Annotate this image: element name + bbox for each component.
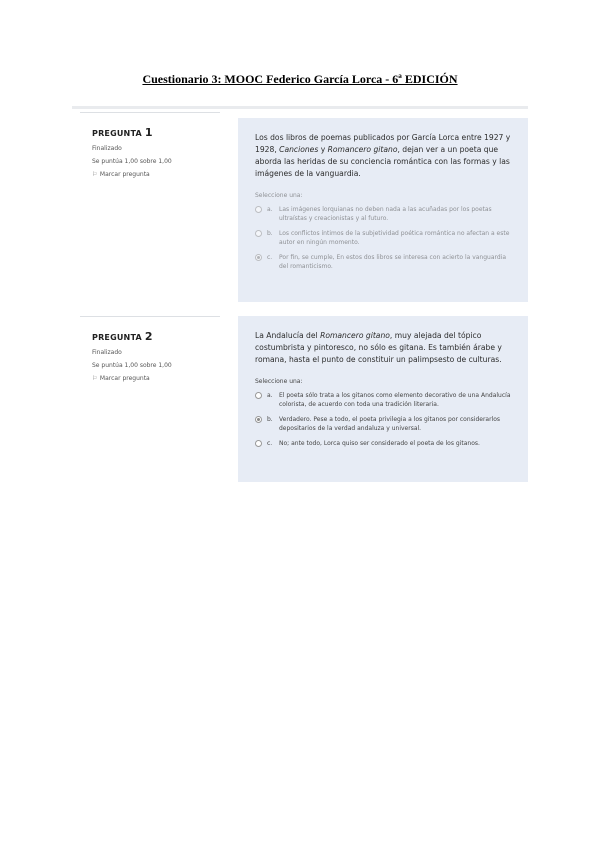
select-label: Seleccione una: [255, 192, 303, 199]
answer-option-b[interactable] [255, 415, 512, 433]
option-letter: b. [267, 416, 273, 423]
book-title: Canciones [279, 145, 319, 154]
document-title: Cuestionario 3: MOOC Federico García Lorca - 6ª EDICIÓN [142, 72, 458, 86]
radio-button[interactable] [255, 230, 262, 237]
option-letter: a. [267, 392, 273, 399]
flag-icon: ⚐ [92, 171, 98, 178]
answer-option-b[interactable] [255, 229, 512, 247]
radio-button[interactable] [255, 206, 262, 213]
question-2-score: Se puntúa 1,00 sobre 1,00 [92, 362, 172, 369]
option-letter: a. [267, 206, 273, 213]
flag-label: Marcar pregunta [99, 171, 150, 178]
header-divider [72, 106, 528, 109]
select-label: Seleccione una: [255, 378, 303, 385]
text-part: La Andalucía del [255, 331, 321, 340]
flag-icon: ⚐ [92, 375, 98, 382]
question-1-number [92, 126, 222, 139]
question-2-content [238, 316, 528, 482]
question-1-status: Finalizado [92, 145, 122, 152]
info-separator [80, 316, 220, 317]
radio-button-selected[interactable] [255, 416, 262, 423]
option-text: Los conflictos íntimos de la subjetividad poética romántica no afectan a este autor en ningún momento. [279, 230, 510, 246]
question-1-text [255, 132, 512, 180]
question-2-flag-link[interactable] [92, 375, 222, 382]
question-2-info [92, 330, 222, 382]
answer-option-a[interactable] [255, 391, 512, 409]
question-1-score: Se puntúa 1,00 sobre 1,00 [92, 158, 172, 165]
question-number: 1 [144, 126, 153, 139]
question-2-status: Finalizado [92, 349, 122, 356]
option-letter: c. [267, 440, 273, 447]
question-1-flag-link[interactable] [92, 171, 222, 178]
question-1-info [92, 126, 222, 178]
option-text: Verdadero. Pese a todo, el poeta privilegia a los gitanos por considerarlos depositarios de la verdad andaluza y universal. [279, 416, 501, 432]
option-text: Por fin, se cumple, En estos dos libros se interesa con acierto la vanguardia del romanticismo. [279, 254, 507, 270]
option-letter: b. [267, 230, 273, 237]
flag-label: Marcar pregunta [99, 375, 150, 382]
option-letter: c. [267, 254, 273, 261]
option-text: No; ante todo, Lorca quiso ser considerado el poeta de los gitanos. [279, 440, 480, 447]
book-title: Romancero gitano [320, 331, 390, 340]
radio-button-selected[interactable] [255, 254, 262, 261]
option-text: Las imágenes lorquianas no deben nada a las acuñadas por los poetas ultraístas y creacionistas y al futuro. [279, 206, 492, 222]
question-1-content [238, 118, 528, 302]
info-separator [80, 112, 220, 113]
answer-option-c[interactable] [255, 439, 512, 448]
text-part: Los dos libros de poemas publicados por García Lorca entre 1927 y 1928, [255, 133, 511, 154]
answer-option-a[interactable] [255, 205, 512, 223]
question-label: PREGUNTA [92, 333, 142, 342]
text-part: y [318, 145, 328, 154]
radio-button[interactable] [255, 440, 262, 447]
question-2-text [255, 330, 512, 366]
text-part: , dejan ver a un poeta que aborda las heridas de su conciencia romántica con las formas y las imágenes de la vanguardia. [255, 145, 510, 178]
answer-option-c[interactable] [255, 253, 512, 271]
question-2-number [92, 330, 222, 343]
text-part: , muy alejada del tópico costumbrista y pintoresco, no sólo es gitana. Es también árabe y romana, hasta el punto de constituir un palimpsesto de culturas. [255, 331, 502, 364]
question-label: PREGUNTA [92, 129, 142, 138]
question-number: 2 [144, 330, 153, 343]
radio-button[interactable] [255, 392, 262, 399]
book-title: Romancero gitano [327, 145, 398, 154]
option-text: El poeta sólo trata a los gitanos como elemento decorativo de una Andalucía colorista, de acuerdo con toda una tradición literaria. [279, 392, 511, 408]
